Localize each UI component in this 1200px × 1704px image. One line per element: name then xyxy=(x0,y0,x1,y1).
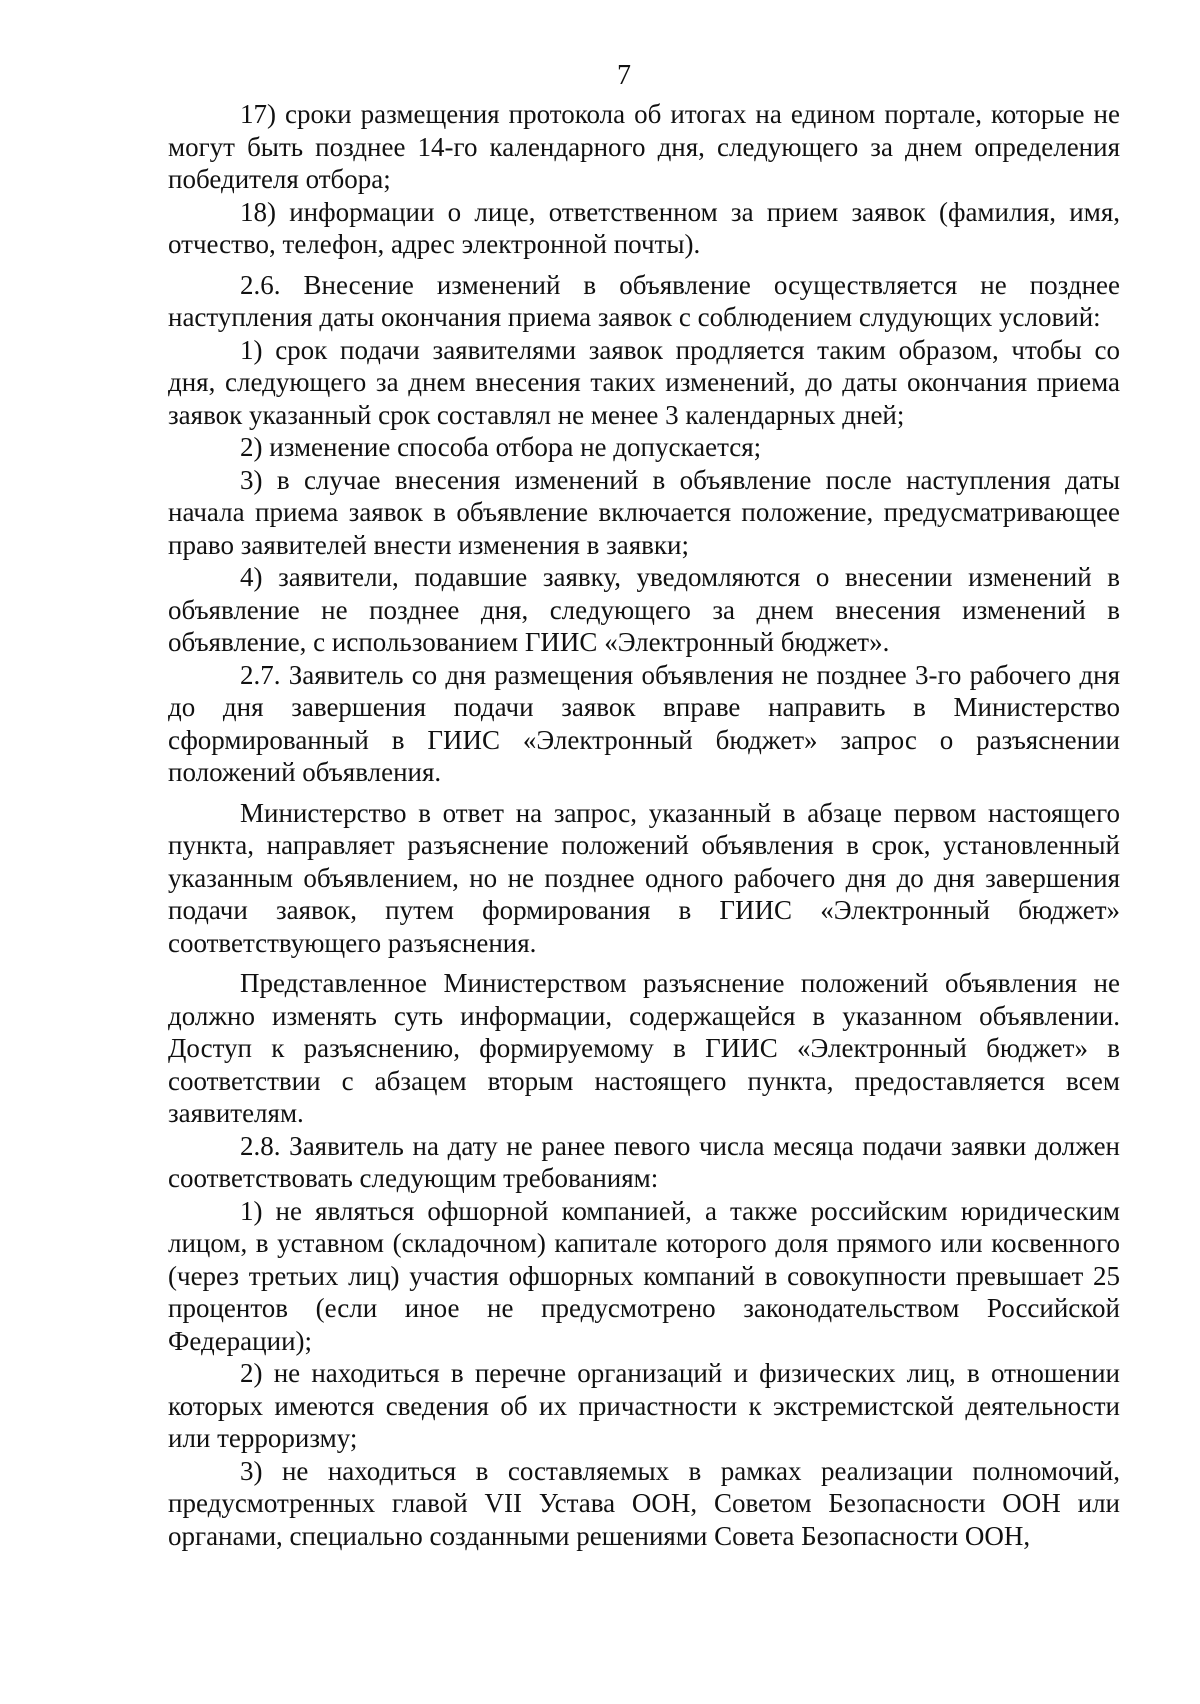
document-page xyxy=(168,60,1120,1552)
paragraph-2-8-item-2: 2) не находиться в перечне организаций и физических лиц, в отношении которых имеются сведения об их причастности к экстремистской деятельности или терроризму; xyxy=(168,1358,1120,1453)
paragraph-2-8-item-1: 1) не являться офшорной компанией, а также российским юридическим лицом, в уставном (складочном) капитале которого доля прямого или косвенного (через третьих лиц) участия офшорных компаний в совокупности превышает 25 процентов (если иное не предусмотрено законодательством Российской Федерации); xyxy=(168,1195,1120,1356)
paragraph-item-17: 17) сроки размещения протокола об итогах на едином портале, которые не могут быть позднее 14-го календарного дня, следующего за днем определения победителя отбора; xyxy=(168,99,1120,194)
paragraph-2-6-item-1: 1) срок подачи заявителями заявок продляется таким образом, чтобы со дня, следующего за днем внесения таких изменений, до даты окончания приема заявок указанный срок составлял не менее 3 календарных дней; xyxy=(168,334,1120,430)
paragraph-2-6-item-4: 4) заявители, подавшие заявку, уведомляются о внесении изменений в объявление не позднее дня, следующего за днем внесения изменений в объявление, с использованием ГИИС «Электронный бюджет». xyxy=(168,562,1120,657)
paragraph-2-6-item-3: 3) в случае внесения изменений в объявление после наступления даты начала приема заявок в объявление включается положение, предусматривающее право заявителей внести изменения в заявки; xyxy=(168,464,1120,560)
paragraph-clause-2-8: 2.8. Заявитель на дату не ранее певого числа месяца подачи заявки должен соответствовать следующим требованиям: xyxy=(168,1130,1120,1193)
page-number: 7 xyxy=(617,60,631,91)
paragraph-clause-2-6: 2.6. Внесение изменений в объявление осуществляется не позднее наступления даты окончания приема заявок с соблюдением слудующих условий: xyxy=(168,269,1120,332)
paragraph-2-7-ministry-response: Министерство в ответ на запрос, указанный в абзаце первом настоящего пункта, направляет разъяснение положений объявления в срок, установленный указанным объявлением, но не позднее одного рабочего дня до дня завершения подачи заявок, путем формирования в ГИИС «Электронный бюджет» соответствующего разъяснения. xyxy=(168,797,1120,958)
paragraph-clause-2-7: 2.7. Заявитель со дня размещения объявления не позднее 3-го рабочего дня до дня завершения подачи заявок вправе направить в Министерство сформированный в ГИИС «Электронный бюджет» запрос о разъяснении положений объявления. xyxy=(168,659,1120,787)
paragraph-2-6-item-2: 2) изменение способа отбора не допускается; xyxy=(240,432,762,462)
paragraph-2-8-item-3: 3) не находиться в составляемых в рамках реализации полномочий, предусмотренных главой VII Устава ООН, Советом Безопасности ООН или органами, специально созданными решениями Совета Безопасности ООН, xyxy=(168,1455,1120,1551)
paragraph-item-18: 18) информации о лице, ответственном за прием заявок (фамилия, имя, отчество, телефон, адрес электронной почты). xyxy=(168,196,1120,259)
paragraph-2-7-clarification: Представленное Министерством разъяснение положений объявления не должно изменять суть информации, содержащейся в указанном объявлении. Доступ к разъяснению, формируемому в ГИИС «Электронный бюджет» в соответствии с абзацем вторым настоящего пункта, предоставляется всем заявителям. xyxy=(168,968,1120,1128)
